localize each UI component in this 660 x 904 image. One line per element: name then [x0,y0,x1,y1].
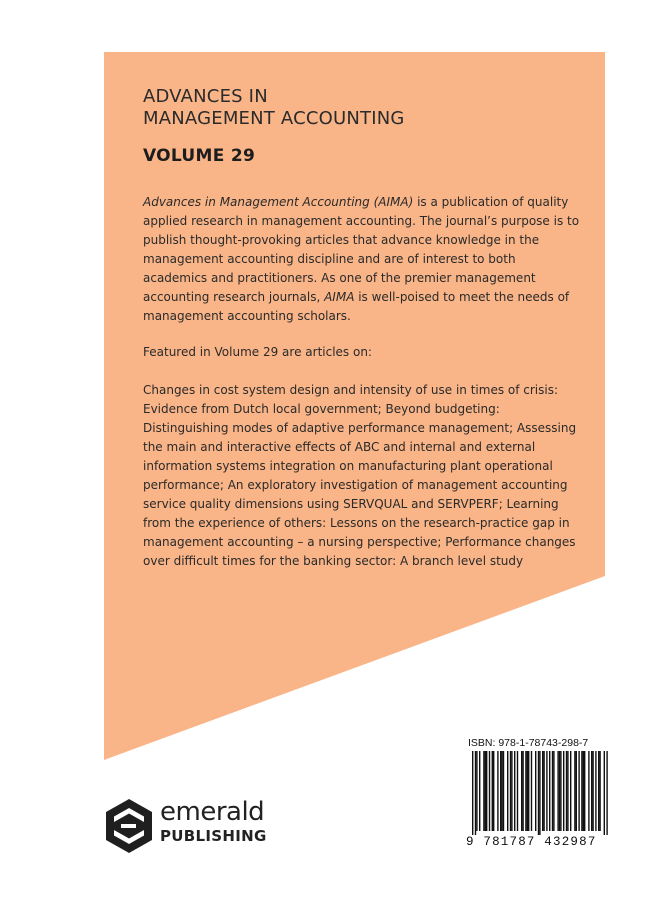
barcode-bar [560,751,561,831]
barcode-bars [460,751,612,835]
barcode-bar [521,751,522,831]
barcode-bar [497,751,498,831]
barcode-bar [595,751,596,831]
barcode-bar [476,751,477,831]
barcode-bar [591,751,592,831]
barcode-bar [492,751,493,831]
barcode-bar [483,751,484,831]
barcode-bar [501,751,502,831]
publisher-name: emerald [160,797,265,827]
barcode-bar [549,751,550,831]
barcode-bar [588,751,589,831]
barcode-bar [546,751,547,831]
barcode-bar [552,751,553,831]
barcode-bar [510,751,511,831]
barcode-bar [538,751,539,835]
journal-name-italic: Advances in Management Accounting (AIMA) [143,195,414,209]
barcode-bar [517,751,518,831]
barcode-bar [584,751,585,831]
barcode-bar [511,751,512,831]
barcode-bar [493,751,494,831]
barcode-bar [574,751,575,831]
barcode-bar [535,751,536,831]
barcode-digits: 9 781787 432987 [466,835,597,849]
publisher-sub: PUBLISHING [160,827,267,845]
barcode-bar [528,751,529,831]
featured-intro: Featured in Volume 29 are articles on: [143,345,372,359]
barcode-bar [606,751,607,835]
barcode-bar [566,751,567,831]
barcode-bar [539,751,540,835]
barcode-bar [557,751,558,831]
description-part-2: is well-poised to meet the needs of management accounting scholars. [143,290,570,323]
barcode-bar [570,751,571,831]
barcode-bar [486,751,487,831]
barcode-bar [581,751,582,831]
featured-articles-list: Changes in cost system design and intensity of use in times of crisis: Evidence from Dutch local government; Beyond budgeting: Distinguishing modes of adaptive performance management; Assessing the main and interactive effects of ABC and internal and external information systems integration on manufacturing plant operational performance; An exploratory investigation of management accounting service quality dimensions using SERVQUAL and SERVPERF; Learning from the experience of others: Lessons on the research-practice gap in management accounting – a nursing perspective; Performance changes over difficult times for the banking sector: A branch level study [143,383,577,568]
barcode-bar [598,751,599,831]
journal-description [143,193,583,326]
publisher-logo [104,798,284,854]
series-title [143,86,523,130]
barcode-bar [583,751,584,831]
description-part-1: is a publication of quality applied research in management accounting. The journal’s purpose is to publish thought-provoking articles that advance knowledge in the management accounting discipline and are of interest to both academics and practitioners. As one of the premier management accounting research journals, [143,195,580,304]
barcode-bar [500,751,501,831]
journal-abbrev-italic: AIMA [324,290,355,304]
barcode-bar [514,751,515,831]
barcode-bar [543,751,544,831]
barcode-bar [542,751,543,831]
barcode-bar [592,751,593,831]
series-title-line-2: MANAGEMENT ACCOUNTING [143,108,405,129]
isbn-barcode [460,733,612,855]
barcode-bar [567,751,568,831]
barcode-bar [559,751,560,831]
barcode-bar [563,751,564,831]
barcode-bar [527,751,528,831]
barcode-bar [489,751,490,831]
barcode-bar [503,751,504,831]
barcode-bar [553,751,554,831]
barcode-bar [531,751,532,831]
barcode-bar [525,751,526,831]
isbn-label: ISBN: 978-1-78743-298-7 [468,737,589,749]
barcode-bar [485,751,486,831]
barcode-bar [522,751,523,831]
barcode-bar [578,751,579,831]
volume-number: VOLUME 29 [143,146,256,166]
emerald-hexagon-logo-icon [104,798,154,854]
barcode-bar [599,751,600,831]
series-title-line-1: ADVANCES IN [143,86,268,107]
barcode-bar [475,751,476,835]
barcode-bar [604,751,605,835]
barcode-bar [507,751,508,831]
barcode-bar [479,751,480,831]
barcode-bar [576,751,577,831]
barcode-bar [472,751,473,835]
